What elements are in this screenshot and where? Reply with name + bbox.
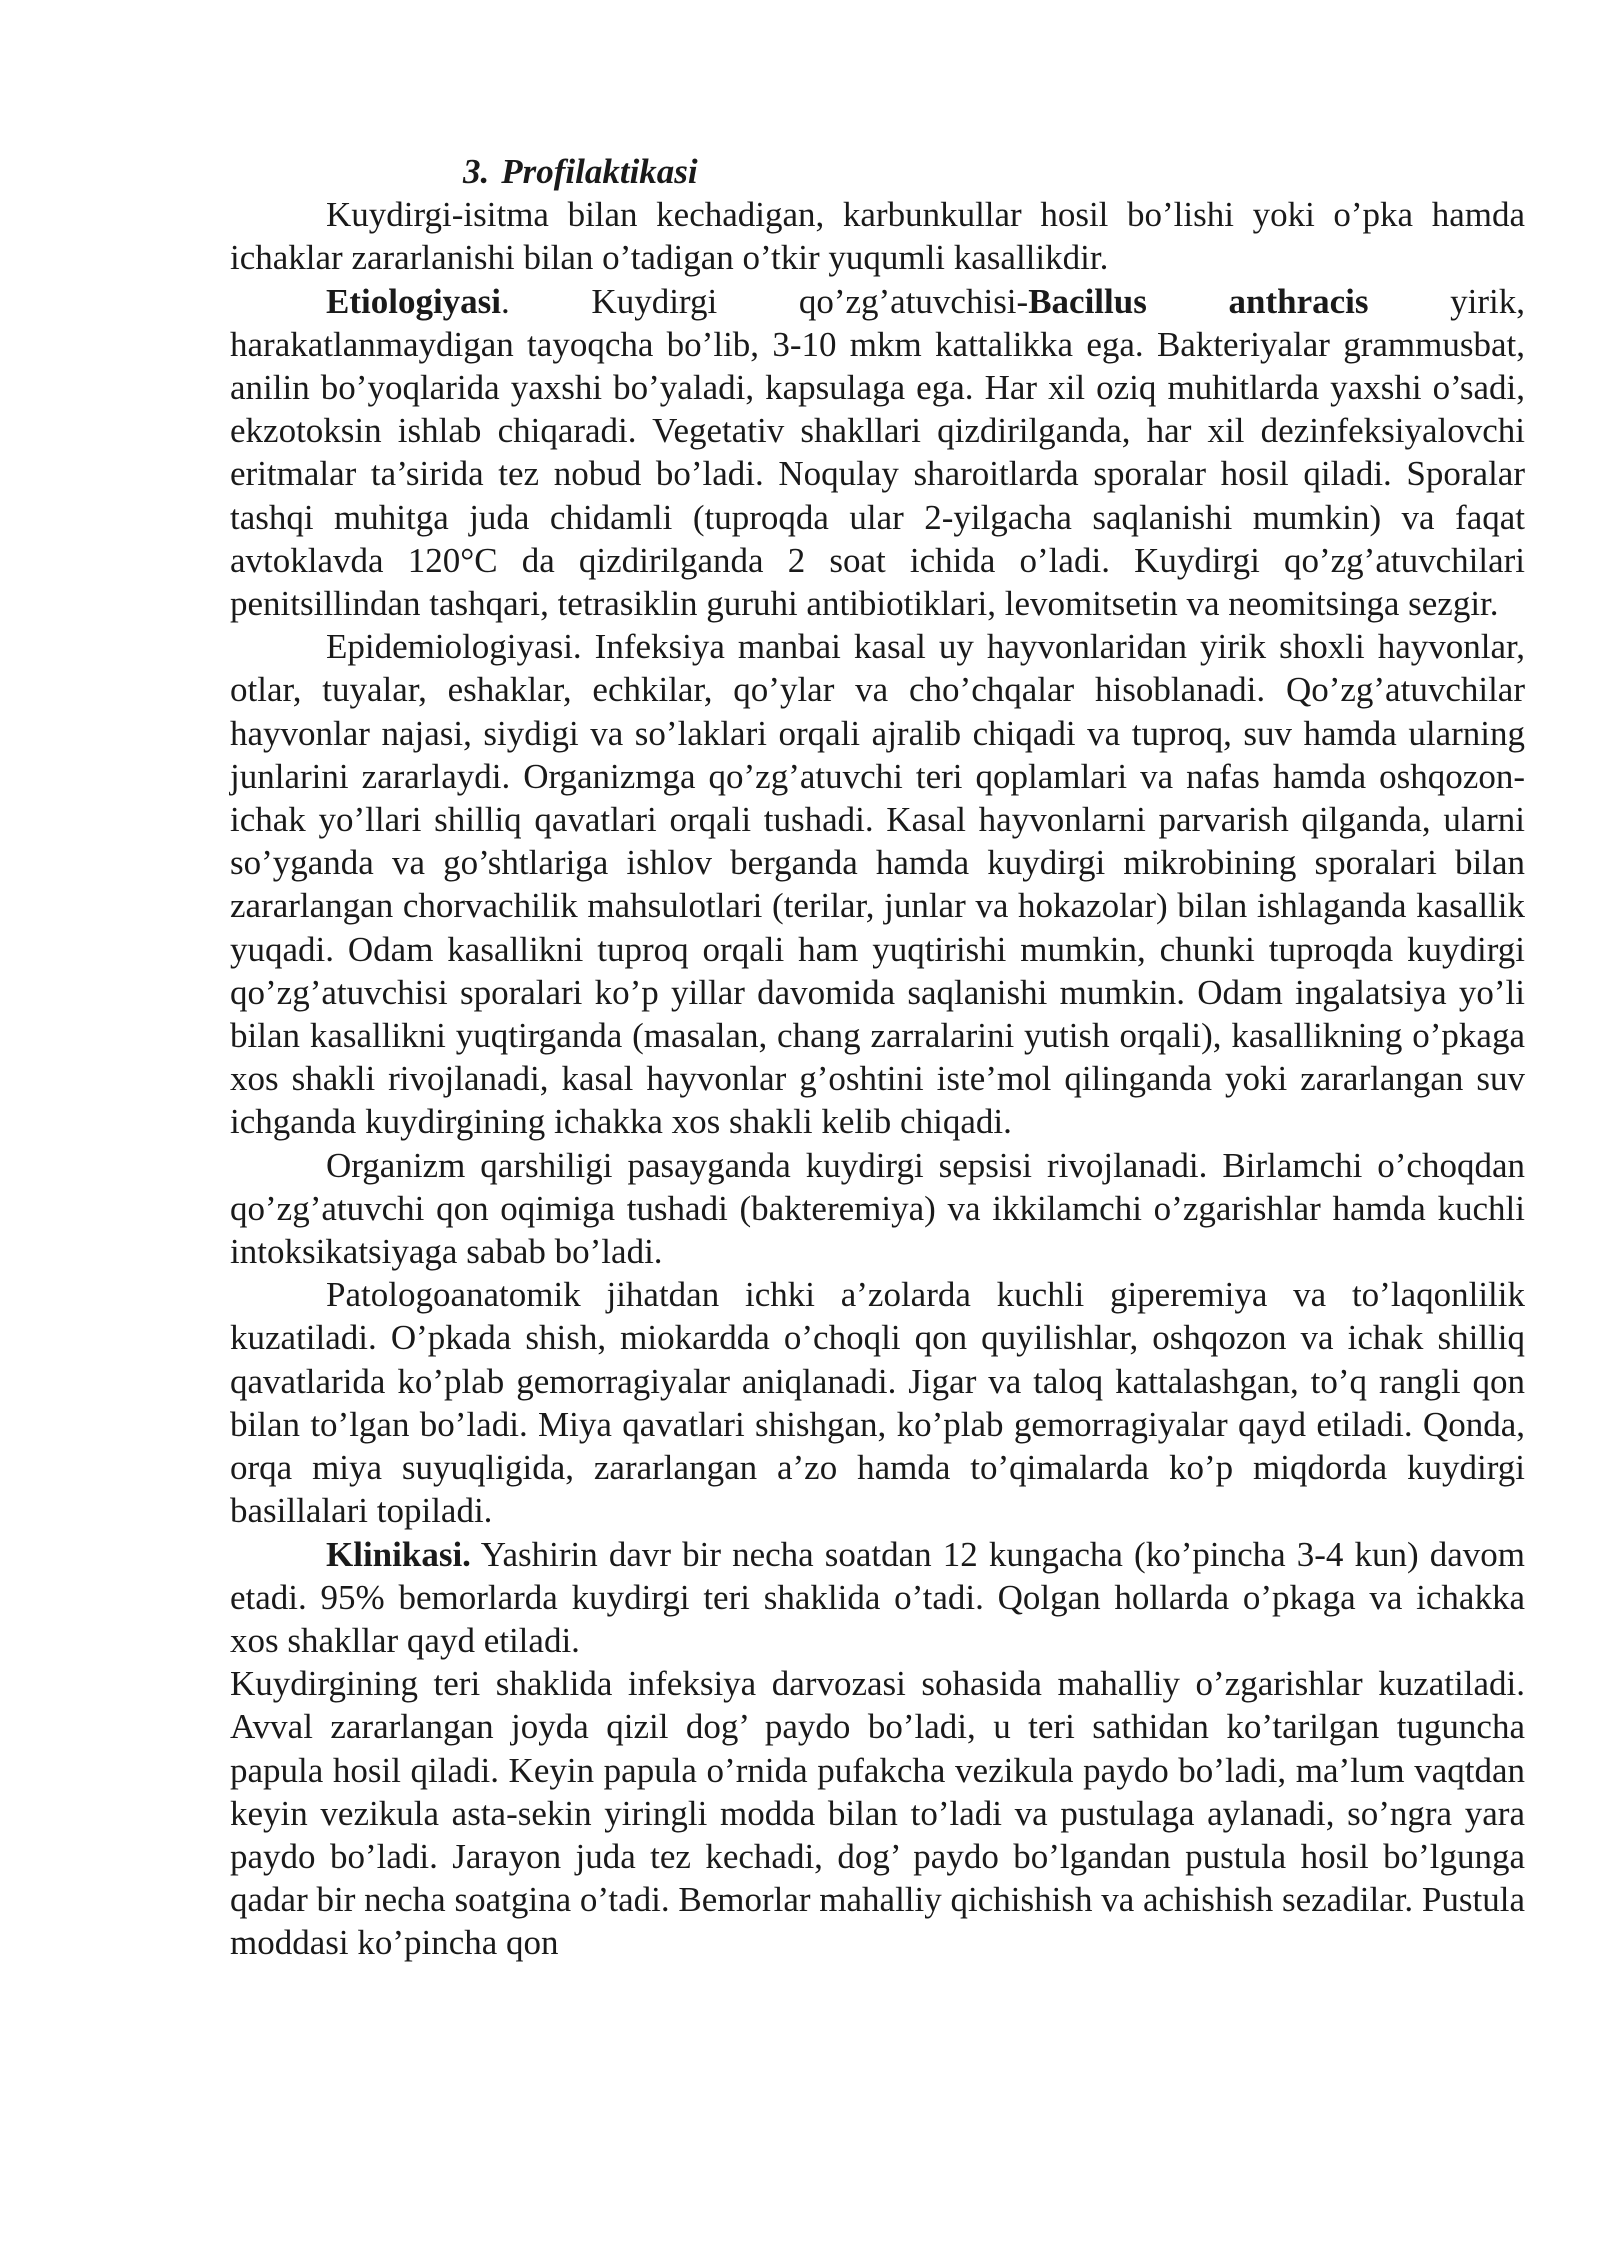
section-heading [230, 150, 1525, 193]
paragraph [230, 193, 1525, 279]
paragraph-text: Epidemiologiyasi. Infeksiya manbai kasal uy hayvonlaridan yirik shoxli hayvonlar, otlar, tuyalar, eshaklar, echkilar, qo’ylar va cho’chqalar hisoblanadi. Qo’zg’atuvchilar hayvonlar najasi, siydigi va so’laklari orqali ajralib chiqadi va tuproq, suv hamda ularning junlarini zararlaydi. Organizmga qo’zg’atuvchi teri qoplamlari va nafas hamda oshqozon-ichak yo’llari shilliq qavatlari orqali tushadi. Kasal hayvonlarni parvarish qilganda, ularni so’yganda va go’shtlariga ishlov berganda hamda kuydirgi mikrobining sporalari bilan zararlangan chorvachilik mahsulotlari (terilar, junlar va hokazolar) bilan ishlaganda kasallik yuqadi. Odam kasallikni tuproq orqali ham yuqtirishi mumkin, chunki tuproqda kuydirgi qo’zg’atuvchisi sporalari ko’p yillar davomida saqlanishi mumkin. Odam ingalatsiya yo’li bilan kasallikni yuqtirganda (masalan, chang zarralarini yutish orqali), kasallikning o’pkaga xos shakli rivojlanadi, kasal hayvonlar g’oshtini iste’mol qilinganda yoki zararlangan suv ichganda kuydirgining ichakka xos shakli kelib chiqadi. [230, 627, 1525, 1142]
paragraph [230, 1533, 1525, 1663]
bold-term: Etiologiyasi [326, 281, 502, 321]
paragraph-text: Kuydirgi-isitma bilan kechadigan, karbunkullar hosil bo’lishi yoki o’pka hamda ichaklar zararlanishi bilan o’tadigan o’tkir yuqumli kasallikdir. [230, 195, 1525, 278]
paragraph [230, 1662, 1525, 1964]
bold-term: Bacillus anthracis [1028, 281, 1369, 321]
section-title: Profilaktikasi [501, 152, 698, 191]
paragraph-text: Yashirin davr bir necha soatdan 12 kungacha (ko’pincha 3-4 kun) davom etadi. 95% bemorlarda kuydirgi teri shaklida o’tadi. Qolgan hollarda o’pkaga va ichakka xos shakllar qayd etiladi. [230, 1534, 1525, 1660]
paragraph-text: Kuydirgining teri shaklida infeksiya darvozasi sohasida mahalliy o’zgarishlar kuzatiladi. Avval zararlangan joyda qizil dog’ paydo bo’ladi, u teri sathidan ko’tarilgan tuguncha papula hosil qiladi. Keyin papula o’rnida pufakcha vezikula paydo bo’ladi, ma’lum vaqtdan keyin vezikula asta-sekin yiringli modda bilan to’ladi va pustulaga aylanadi, so’ngra yara paydo bo’ladi. Jarayon juda tez kechadi, dog’ paydo bo’lgandan pustula hosil bo’lgunga qadar bir necha soatgina o’tadi. Bemorlar mahalliy qichishish va achishish sezadilar. Pustula moddasi ko’pincha qon [230, 1664, 1525, 1963]
paragraph-text: yirik, harakatlanmaydigan tayoqcha bo’lib, 3-10 mkm kattalikka ega. Bakteriyalar grammusbat, anilin bo’yoqlarida yaxshi bo’yaladi, kapsulaga ega. Har xil oziq muhitlarda yaxshi o’sadi, ekzotoksin ishlab chiqaradi. Vegetativ shakllari qizdirilganda, har xil dezinfeksiyalovchi eritmalar ta’sirida tez nobud bo’ladi. Noqulay sharoitlarda sporalar hosil qiladi. Sporalar tashqi muhitga juda chidamli (tuproqda ular 2-yilgacha saqlanishi mumkin) va faqat avtoklavda 120°C da qizdirilganda 2 soat ichida o’ladi. Kuydirgi qo’zg’atuvchilari penitsillindan tashqari, tetrasiklin guruhi antibiotiklari, levomitsetin va neomitsinga sezgir. [230, 281, 1526, 624]
paragraph-text: Patologoanatomik jihatdan ichki a’zolarda kuchli giperemiya va to’laqonlilik kuzatiladi. O’pkada shish, miokardda o’choqli qon quyilishlar, oshqozon va ichak shilliq qavatlarida ko’plab gemorragiyalar aniqlanadi. Jigar va taloq kattalashgan, to’q rangli qon bilan to’lgan bo’ladi. Miya qavatlari shishgan, ko’plab gemorragiyalar qayd etiladi. Qonda, orqa miya suyuqligida, zararlangan a’zo hamda to’qimalarda ko’p miqdorda kuydirgi basillalari topiladi. [230, 1275, 1525, 1531]
paragraph-list [230, 193, 1525, 1964]
paragraph [230, 1273, 1525, 1532]
paragraph [230, 625, 1525, 1143]
paragraph [230, 1144, 1525, 1274]
paragraph-text: . Kuydirgi qo’zg’atuvchisi- [501, 281, 1029, 321]
paragraph [230, 280, 1525, 626]
document-body [230, 150, 1525, 1965]
bold-term: Klinikasi. [326, 1534, 471, 1574]
section-number: 3. [463, 152, 490, 191]
paragraph-text: Organizm qarshiligi pasayganda kuydirgi sepsisi rivojlanadi. Birlamchi o’choqdan qo’zg’atuvchi qon oqimiga tushadi (bakteremiya) va ikkilamchi o’zgarishlar hamda kuchli intoksikatsiyaga sabab bo’ladi. [230, 1145, 1525, 1272]
